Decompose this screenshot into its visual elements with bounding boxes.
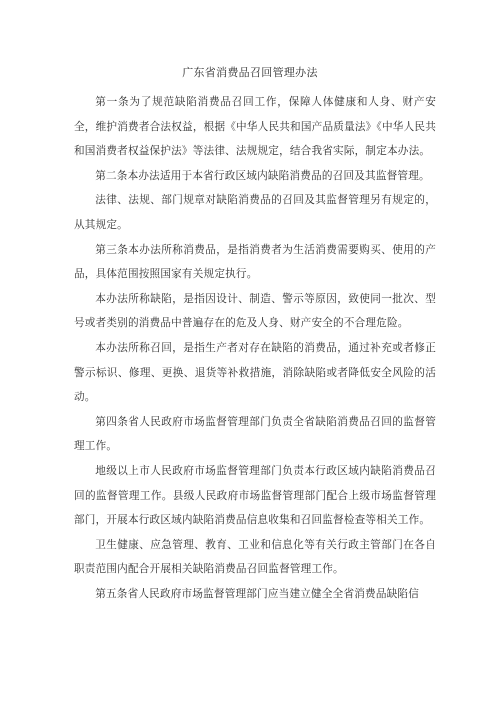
- paragraph-defect-definition: 本办法所称缺陷，是指因设计、制造、警示等原因，致使同一批次、型号或者类别的消费品中普遍存在的危及人身、财产安全的不合理危险。: [74, 292, 436, 330]
- paragraph-article-4-local: 地级以上市人民政府市场监督管理部门负责本行政区域内缺陷消费品召回的监督管理工作。县级人民政府市场监督管理部门配合上级市场监督管理部门，开展本行政区域内缺陷消费品信息收集和召回监督检查等相关工作。: [74, 464, 436, 527]
- document-body: [74, 90, 436, 606]
- paragraph-article-4: 第四条省人民政府市场监督管理部门负责全省缺陷消费品召回的监督管理工作。: [74, 415, 436, 453]
- paragraph-article-4-departments: 卫生健康、应急管理、教育、工业和信息化等有关行政主管部门在各自职责范围内配合开展相关缺陷消费品召回监督管理工作。: [74, 538, 436, 576]
- paragraph-article-2: 第二条本办法适用于本省行政区域内缺陷消费品的召回及其监督管理。: [95, 169, 430, 182]
- paragraph-article-2-clause: 法律、法规、部门规章对缺陷消费品的召回及其监督管理另有规定的，从其规定。: [74, 194, 436, 231]
- document-title: 广东省消费品召回管理办法: [182, 66, 318, 79]
- paragraph-article-1: 第一条为了规范缺陷消费品召回工作，保障人体健康和人身、财产安全，维护消费者合法权益，根据《中华人民共和国产品质量法》《中华人民共和国消费者权益保护法》等法律、法规规定，结合我省实际，制定本办法。: [74, 96, 436, 158]
- paragraph-recall-definition: 本办法所称召回，是指生产者对存在缺陷的消费品，通过补充或者修正警示标识、修理、更换、退货等补救措施，消除缺陷或者降低安全风险的活动。: [74, 341, 436, 404]
- paragraph-article-3: 第三条本办法所称消费品，是指消费者为生活消费需要购买、使用的产品，具体范围按照国家有关规定执行。: [74, 243, 436, 281]
- paragraph-article-5: 第五条省人民政府市场监督管理部门应当建立健全全省消费品缺陷信: [95, 587, 419, 600]
